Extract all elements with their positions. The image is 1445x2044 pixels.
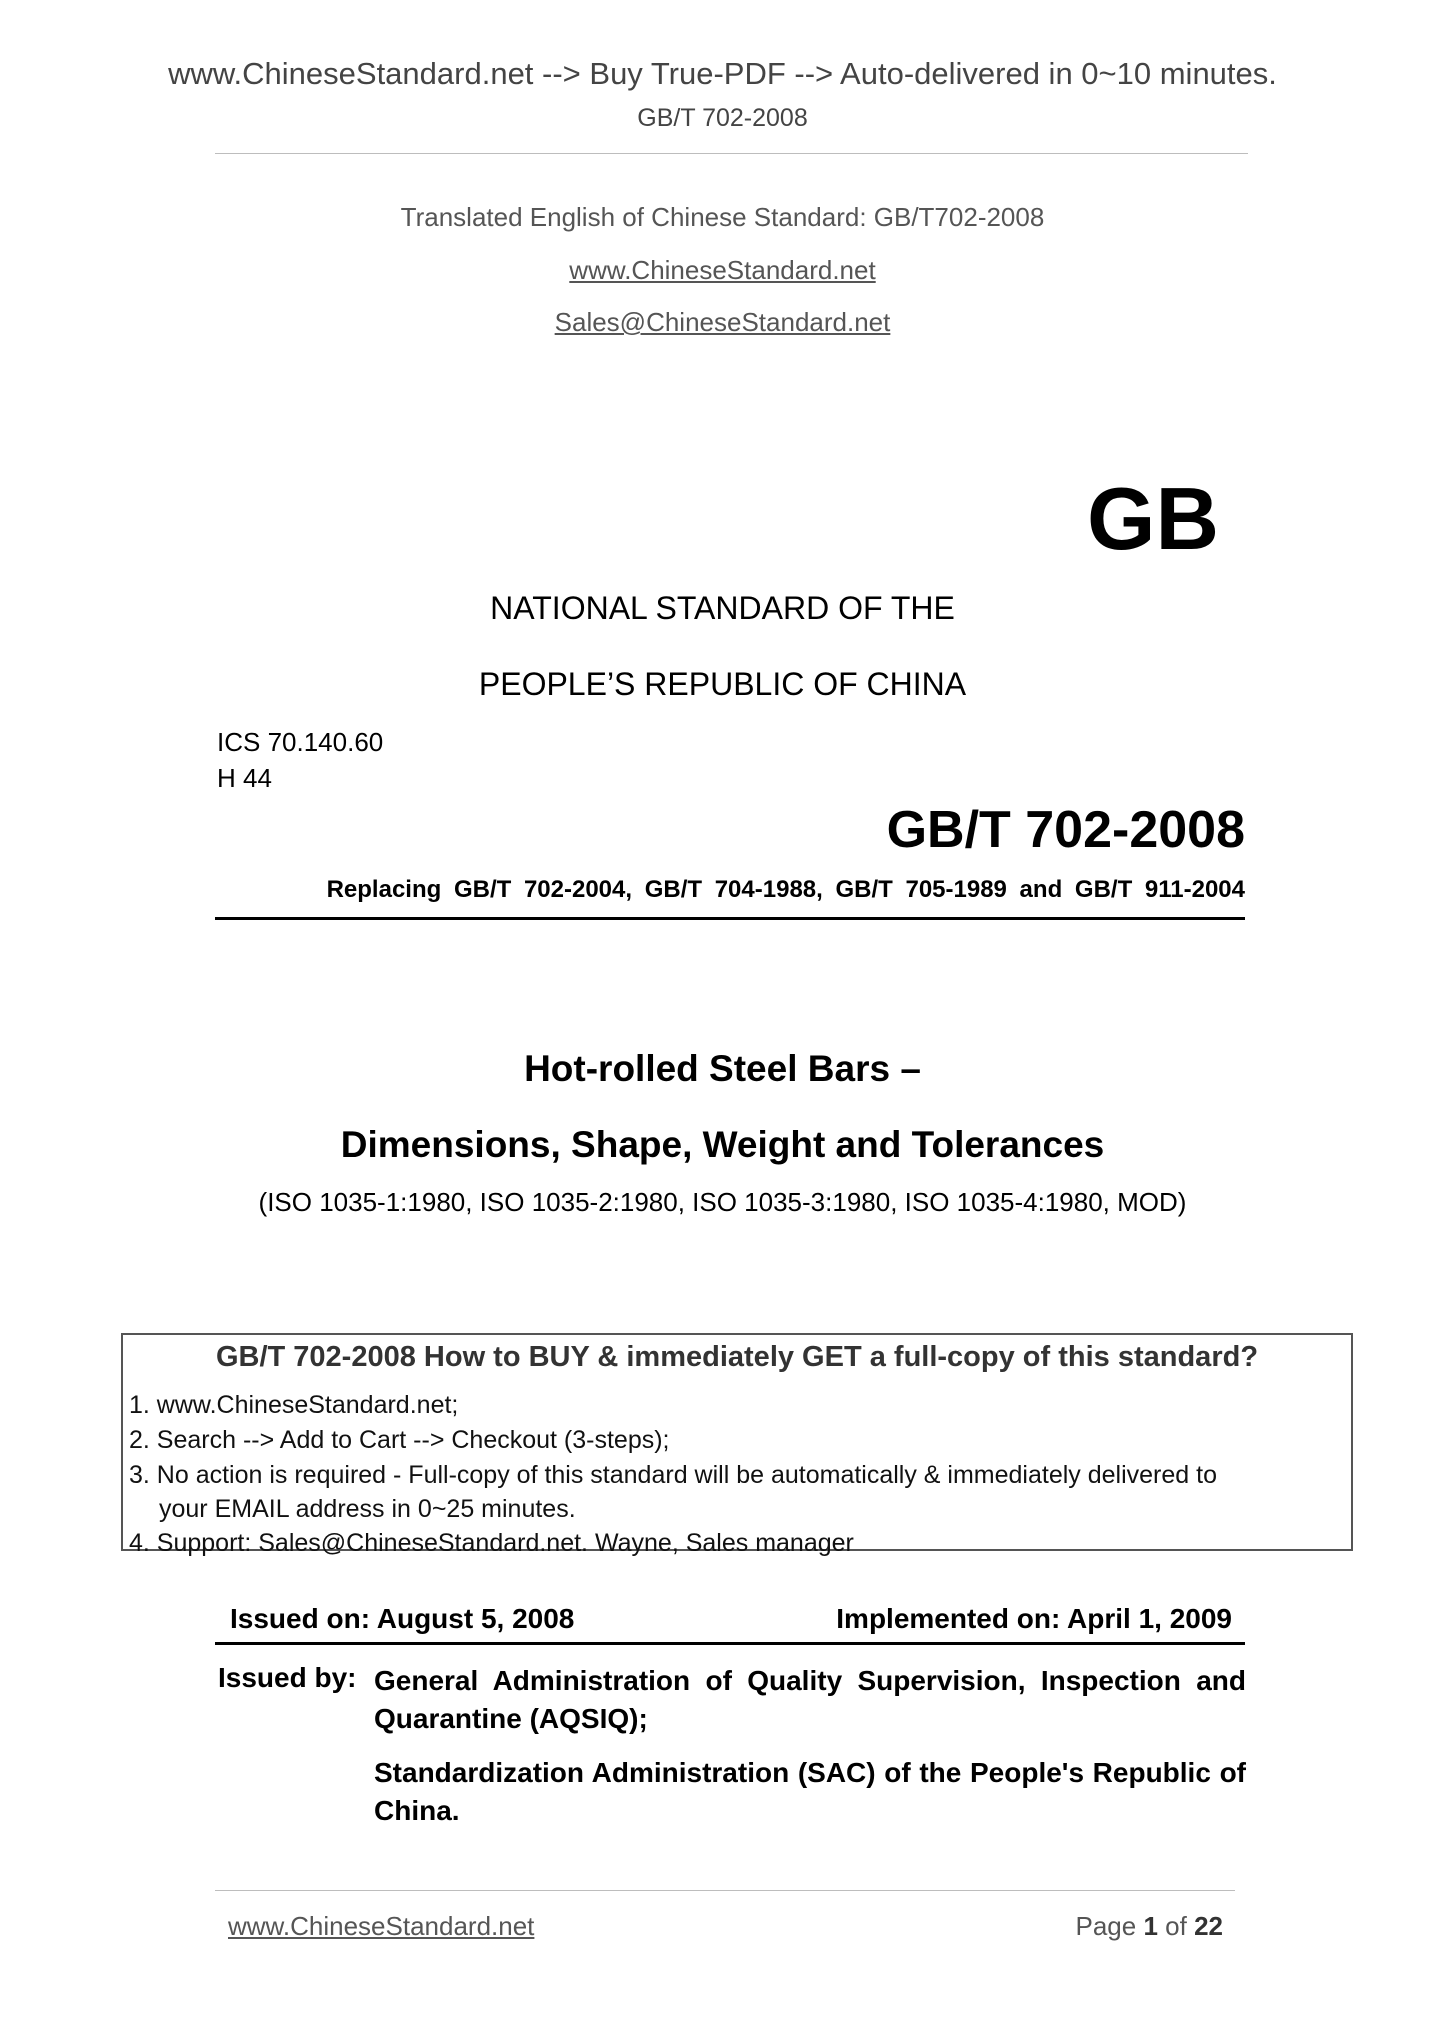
buy-step-4: 4. Support: Sales@ChineseStandard.net. Wayne, Sales manager [129, 1529, 854, 1557]
buy-instructions-box [121, 1333, 1353, 1557]
title-line2: Dimensions, Shape, Weight and Tolerances [340, 1124, 1105, 1165]
page-total: 22 [1194, 1911, 1223, 1941]
translation-email-row [0, 307, 1445, 338]
ics-code: ICS 70.140.60 [217, 727, 384, 757]
gb-mark: GB [1087, 469, 1219, 568]
header-standard-number: GB/T 702-2008 [637, 104, 808, 132]
national-standard-line1: NATIONAL STANDARD OF THE [490, 590, 955, 626]
title-line1: Hot-rolled Steel Bars – [524, 1048, 921, 1089]
translation-email-link[interactable]: Sales@ChineseStandard.net [554, 307, 891, 337]
page-of: of [1165, 1911, 1187, 1941]
replacing-standards: Replacing GB/T 702-2004, GB/T 704-1988, GB/T 705-1989 and GB/T 911-2004 [326, 876, 1245, 903]
iso-reference: (ISO 1035-1:1980, ISO 1035-2:1980, ISO 1035-3:1980, ISO 1035-4:1980, MOD) [258, 1187, 1187, 1217]
national-standard-line2: PEOPLE’S REPUBLIC OF CHINA [478, 666, 967, 702]
issued-on-date: Issued on: August 5, 2008 [230, 1603, 575, 1634]
translation-website-row [0, 255, 1445, 286]
buy-step-3-continued: your EMAIL address in 0~25 minutes. [159, 1495, 576, 1523]
standard-number: GB/T 702-2008 [886, 801, 1245, 859]
footer-page-number [1075, 1911, 1223, 1942]
issuer-sac: Standardization Administration (SAC) of the People's Republic of China. [374, 1757, 1246, 1826]
footer-website-link[interactable]: www.ChineseStandard.net [228, 1911, 535, 1941]
issuer-aqsiq: General Administration of Quality Supervision, Inspection and Quarantine (AQSIQ); [374, 1665, 1246, 1734]
standard-number-rule [215, 917, 1245, 920]
ccs-code: H 44 [217, 763, 272, 793]
implemented-on-date: Implemented on: April 1, 2009 [836, 1603, 1232, 1634]
dates-rule [215, 1642, 1245, 1645]
buy-step-1: 1. www.ChineseStandard.net; [129, 1391, 459, 1419]
page-prefix: Page [1075, 1911, 1137, 1941]
issued-by-label: Issued by: [218, 1662, 357, 1693]
buy-step-3: 3. No action is required - Full-copy of this standard will be automatically & immediately delivered to [129, 1461, 1217, 1489]
page-current: 1 [1143, 1911, 1158, 1941]
translation-website-link[interactable]: www.ChineseStandard.net [569, 255, 876, 285]
translation-label: Translated English of Chinese Standard: GB/T702-2008 [400, 202, 1045, 232]
header-banner: www.ChineseStandard.net --> Buy True-PDF --> Auto-delivered in 0~10 minutes. [168, 56, 1277, 91]
header-divider [215, 153, 1248, 154]
footer-divider [215, 1890, 1235, 1891]
buy-step-2: 2. Search --> Add to Cart --> Checkout (3-steps); [129, 1426, 670, 1454]
buy-box-heading: GB/T 702-2008 How to BUY & immediately GET a full-copy of this standard? [215, 1341, 1259, 1373]
